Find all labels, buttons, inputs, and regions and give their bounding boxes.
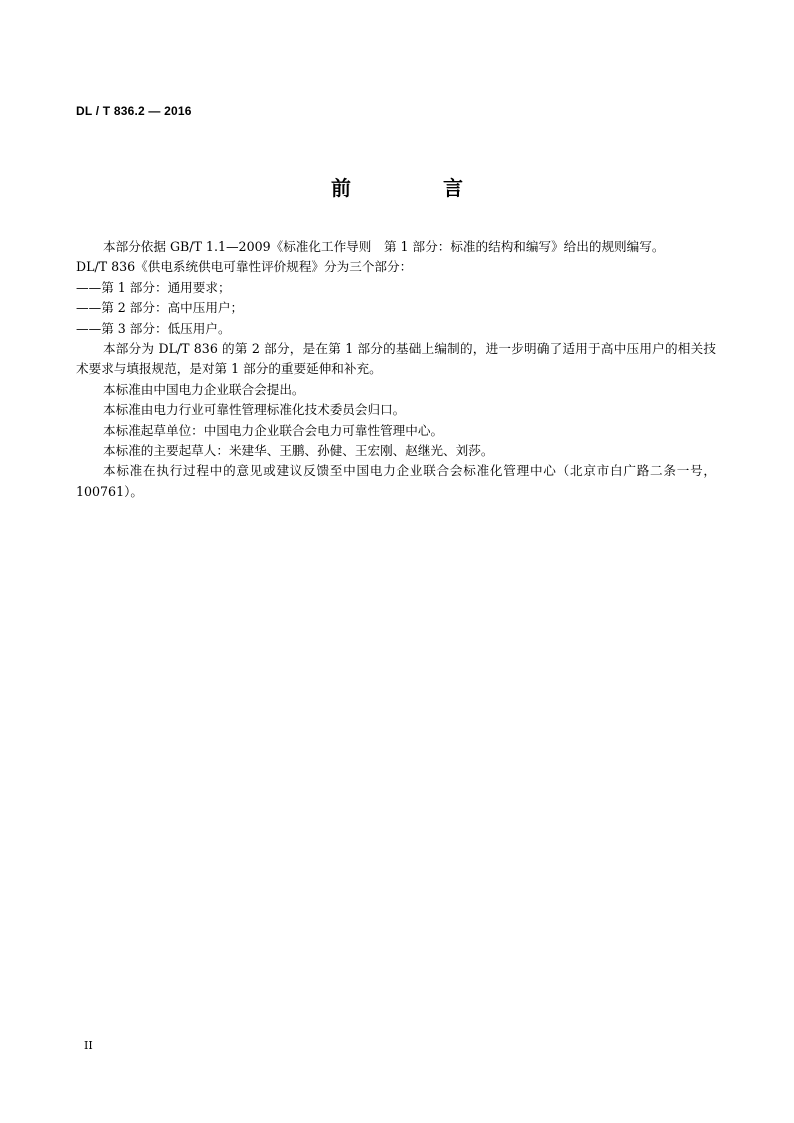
page-title: 前 言 — [331, 176, 499, 200]
list-item-part-3: ——第 3 部分：低压用户。 — [76, 320, 231, 336]
foreword-body — [76, 237, 716, 502]
paragraph-drafters: 本标准的主要起草人：米建华、王鹏、孙健、王宏刚、赵继光、刘莎。 — [103, 443, 494, 459]
standard-code-header: DL / T 836.2 — 2016 — [76, 104, 192, 118]
paragraph-feedback: 本标准在执行过程中的意见或建议反馈至中国电力企业联合会标准化管理中心（北京市白广路二条一号，100761）。 — [76, 463, 716, 499]
page-number: II — [84, 1039, 93, 1052]
list-item-part-2: ——第 2 部分：高中压用户； — [76, 300, 244, 316]
paragraph-administrator: 本标准由电力行业可靠性管理标准化技术委员会归口。 — [103, 402, 406, 418]
paragraph-parts-intro: DL/T 836《供电系统供电可靠性评价规程》分为三个部分： — [76, 259, 413, 275]
list-item-part-1: ——第 1 部分：通用要求； — [76, 279, 231, 295]
paragraph-scope: 本部分为 DL/T 836 的第 2 部分，是在第 1 部分的基础上编制的，进一步明确了适用于高中压用户的相关技术要求与填报规范，是对第 1 部分的重要延伸和补充。 — [76, 341, 716, 377]
paragraph-basis: 本部分依据 GB/T 1.1—2009《标准化工作导则 第 1 部分：标准的结构和编写》给出的规则编写。 — [103, 239, 665, 254]
paragraph-proposer: 本标准由中国电力企业联合会提出。 — [103, 381, 305, 397]
paragraph-drafting-unit: 本标准起草单位：中国电力企业联合会电力可靠性管理中心。 — [103, 422, 444, 438]
